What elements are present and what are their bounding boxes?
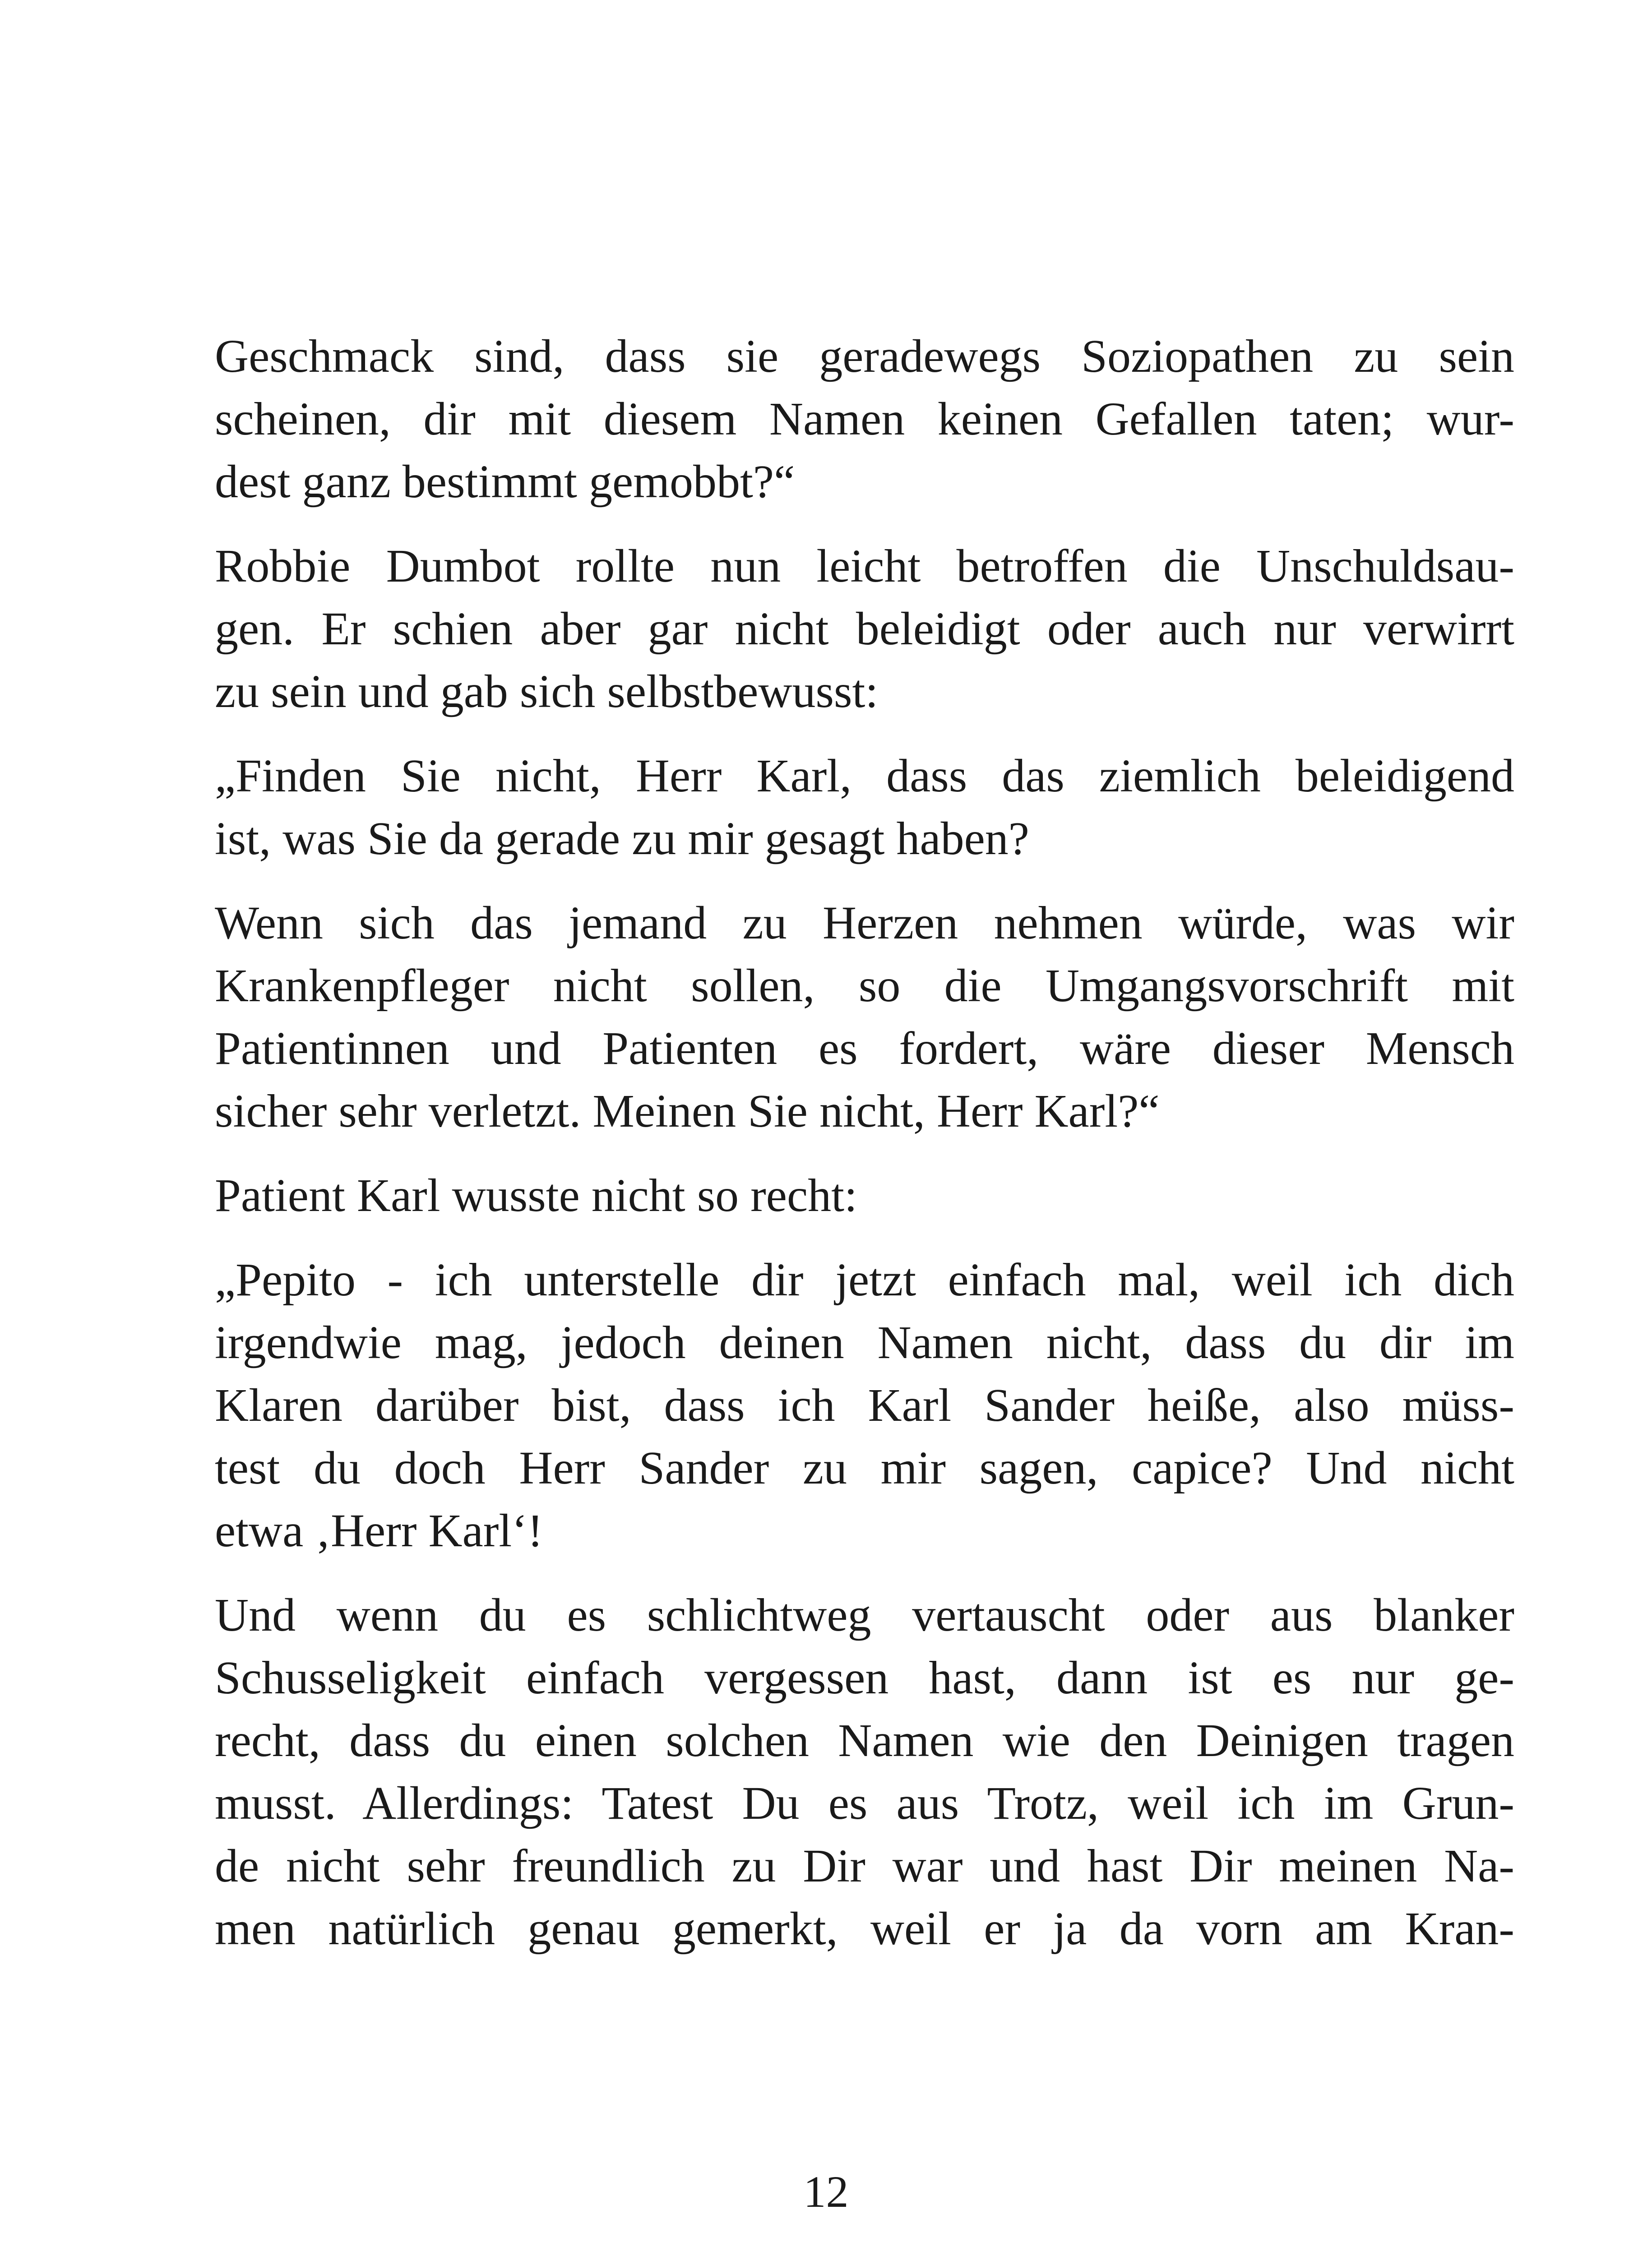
page-number: 12 — [803, 2167, 849, 2217]
paragraph-7 — [215, 1584, 1514, 1960]
text-line: „Pepito - ich unterstelle dir jetzt einfach mal, weil ich dich — [215, 1254, 1514, 1306]
text-line: ist, was Sie da gerade zu mir gesagt haben? — [215, 813, 1029, 864]
body-text — [215, 325, 1514, 1982]
paragraph-3 — [215, 744, 1514, 870]
text-line: men natürlich genau gemerkt, weil er ja da vorn am Kran- — [215, 1903, 1514, 1955]
text-line: „Finden Sie nicht, Herr Karl, dass das ziemlich beleidigend — [215, 750, 1514, 802]
text-line: zu sein und gab sich selbstbewusst: — [215, 666, 879, 717]
text-line: scheinen, dir mit diesem Namen keinen Gefallen taten; wur- — [215, 393, 1514, 445]
paragraph-4 — [215, 892, 1514, 1142]
text-line: Wenn sich das jemand zu Herzen nehmen würde, was wir — [215, 897, 1514, 949]
text-line: Patient Karl wusste nicht so recht: — [215, 1170, 857, 1221]
text-line: irgendwie mag, jedoch deinen Namen nicht, dass du dir im — [215, 1317, 1514, 1368]
text-line: sicher sehr verletzt. Meinen Sie nicht, Herr Karl?“ — [215, 1085, 1160, 1137]
paragraph-5 — [215, 1164, 1514, 1227]
text-line: Patientinnen und Patienten es fordert, wäre dieser Mensch — [215, 1022, 1514, 1074]
text-line: dest ganz bestimmt gemobbt?“ — [215, 456, 795, 508]
text-line: gen. Er schien aber gar nicht beleidigt oder auch nur verwirrt — [215, 603, 1514, 655]
text-line: recht, dass du einen solchen Namen wie den Deinigen tragen — [215, 1715, 1514, 1766]
text-line: Schusseligkeit einfach vergessen hast, dann ist es nur ge- — [215, 1652, 1514, 1704]
paragraph-2 — [215, 535, 1514, 723]
text-line: Krankenpfleger nicht sollen, so die Umgangsvorschrift mit — [215, 960, 1514, 1012]
text-line: Klaren darüber bist, dass ich Karl Sander heiße, also müss- — [215, 1379, 1514, 1431]
text-line: Robbie Dumbot rollte nun leicht betroffen die Unschuldsau- — [215, 540, 1514, 592]
text-line: musst. Allerdings: Tatest Du es aus Trotz, weil ich im Grun- — [215, 1777, 1514, 1829]
text-line: test du doch Herr Sander zu mir sagen, capice? Und nicht — [215, 1442, 1514, 1494]
paragraph-6 — [215, 1248, 1514, 1562]
text-line: de nicht sehr freundlich zu Dir war und hast Dir meinen Na- — [215, 1840, 1514, 1892]
text-line: Geschmack sind, dass sie geradewegs Soziopathen zu sein — [215, 330, 1514, 382]
paragraph-1 — [215, 325, 1514, 513]
text-line: Und wenn du es schlichtweg vertauscht oder aus blanker — [215, 1589, 1514, 1641]
text-line: etwa ‚Herr Karl‘! — [215, 1505, 543, 1557]
